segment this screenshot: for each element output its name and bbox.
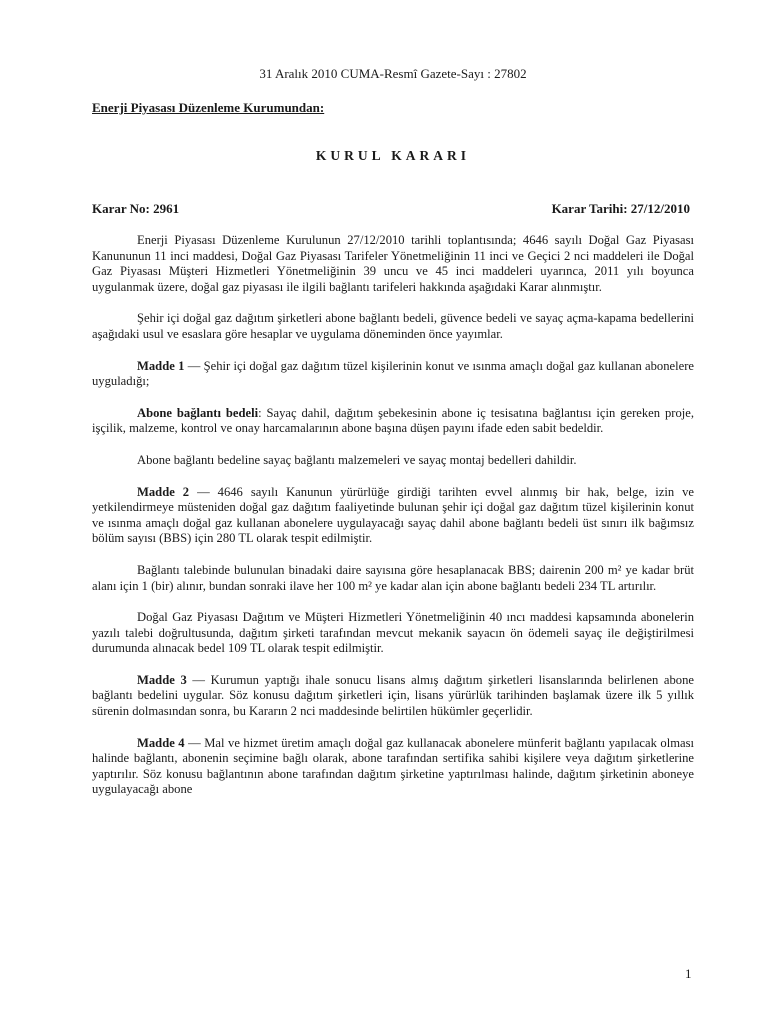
article-2-label: Madde 2 xyxy=(137,484,190,499)
article-1-label: Madde 1 xyxy=(137,358,185,373)
article-3-text: — Kurumun yaptığı ihale sonucu lisans almış dağıtım şirketleri lisanslarında belirlenen abone bağlantı bedelini uygular. Söz konusu dağıtım şirketleri için, lisans yürürlük tarihinden başlamak üzere ilk 5 yıllık sürenin dolmasından sonra, bu Kararın 2 nci maddesinde belirtilen hükümler geçerlidir. xyxy=(92,672,694,719)
decision-date: Karar Tarihi: 27/12/2010 xyxy=(551,201,690,216)
article-4-text: — Mal ve hizmet üretim amaçlı doğal gaz kullanacak abonelere münferit bağlantı yapılacak olması halinde bağlantı, abonenin seçimine bağlı olarak, abone tarafından sertifika sahibi kişilere veya dağıtım şirketlerine yaptırılır. Söz konusu bağlantının abone tarafından dağıtım şirketine yaptırılması halinde, dağıtım şirketinin aboneye uygulayacağı abone xyxy=(92,735,694,797)
article-1-text: — Şehir içi doğal gaz dağıtım tüzel kişilerinin konut ve ısınma amaçlı doğal gaz kullanan abonelere uyguladığı; xyxy=(92,358,694,389)
decision-body xyxy=(92,233,694,798)
gazette-date-line: 31 Aralık 2010 CUMA-Resmî Gazete-Sayı : 27802 xyxy=(259,66,527,81)
page-number: 1 xyxy=(685,966,692,981)
article-2-paragraph xyxy=(92,485,694,547)
article-3-paragraph xyxy=(92,673,694,720)
connection-fee-text: : Sayaç dahil, dağıtım şebekesinin abone iç tesisatına bağlantısı için gereken proje, işçilik, malzeme, kontrol ve onay harcamalarının abone başına düşen payını ifade eden sabit bedeldir. xyxy=(92,405,694,436)
prepaid-meter-paragraph: Doğal Gaz Piyasası Dağıtım ve Müşteri Hizmetleri Yönetmeliğinin 40 ıncı maddesi kapsamında abonelerin yazılı talebi doğrultusunda, dağıtım şirketi tarafından mevcut mekanik sayacın ön ödemeli sayaç ile değiştirilmesi durumunda alınacak bedel 109 TL olarak tespit edilmiştir. xyxy=(92,610,694,656)
document-page xyxy=(92,0,694,1024)
article-1-paragraph xyxy=(92,359,694,390)
article-4-paragraph xyxy=(92,736,694,798)
decision-number: Karar No: 2961 xyxy=(92,201,180,216)
connection-fee-includes-paragraph: Abone bağlantı bedeline sayaç bağlantı malzemeleri ve sayaç montaj bedelleri dahildir. xyxy=(137,452,577,467)
scope-paragraph: Şehir içi doğal gaz dağıtım şirketleri abone bağlantı bedeli, güvence bedeli ve sayaç açma-kapama bedellerini aşağıdaki usul ve esaslara göre hesaplar ve uygulama döneminden önce yayımlar. xyxy=(92,311,694,341)
connection-fee-label: Abone bağlantı bedeli xyxy=(137,405,259,420)
bbs-calculation-paragraph: Bağlantı talebinde bulunulan binadaki daire sayısına göre hesaplanacak BBS; dairenin 200 m² ye kadar brüt alanı için 1 (bir) alınır, bundan sonraki ilave her 100 m² ye kadar alan için abone bağlantı bedeli 234 TL artırılır. xyxy=(92,562,694,593)
article-2-text: — 4646 sayılı Kanunun yürürlüğe girdiği tarihten evvel alınmış bir hak, belge, izin ve yetkilendirmeye müsteniden doğal gaz dağıtım faaliyetinde bulunan şehir içi doğal gaz dağıtım tüzel kişilerinin konut ve ısınma amaçlı doğal gaz kullanan abonelere uygulayacağı sayaç dahil abone bağlantı bedeli üst sınırı ilk bağımsız bölüm sayısı (BBS) için 280 TL olarak tespit edilmiştir. xyxy=(92,484,695,546)
decision-title: KURUL KARARI xyxy=(315,148,471,163)
issuer-heading: Enerji Piyasası Düzenleme Kurumundan: xyxy=(92,100,325,115)
article-4-label: Madde 4 xyxy=(137,735,185,750)
article-3-label: Madde 3 xyxy=(137,672,187,687)
connection-fee-definition xyxy=(92,406,694,437)
intro-paragraph: Enerji Piyasası Düzenleme Kurulunun 27/12/2010 tarihli toplantısında; 4646 sayılı Doğal Gaz Piyasası Kanununun 11 inci maddesi, Doğal Gaz Piyasası Tarifeler Yönetmeliğinin 11 inci ve Geçici 2 nci maddeleri ile Doğal Gaz Piyasası Müşteri Hizmetleri Yönetmeliğinin 39 uncu ve 45 inci maddeleri uyarınca, 2011 yılı boyunca uygulanmak üzere, doğal gaz piyasası ile ilgili bağlantı tarifeleri hakkında aşağıdaki Karar alınmıştır. xyxy=(92,233,694,294)
